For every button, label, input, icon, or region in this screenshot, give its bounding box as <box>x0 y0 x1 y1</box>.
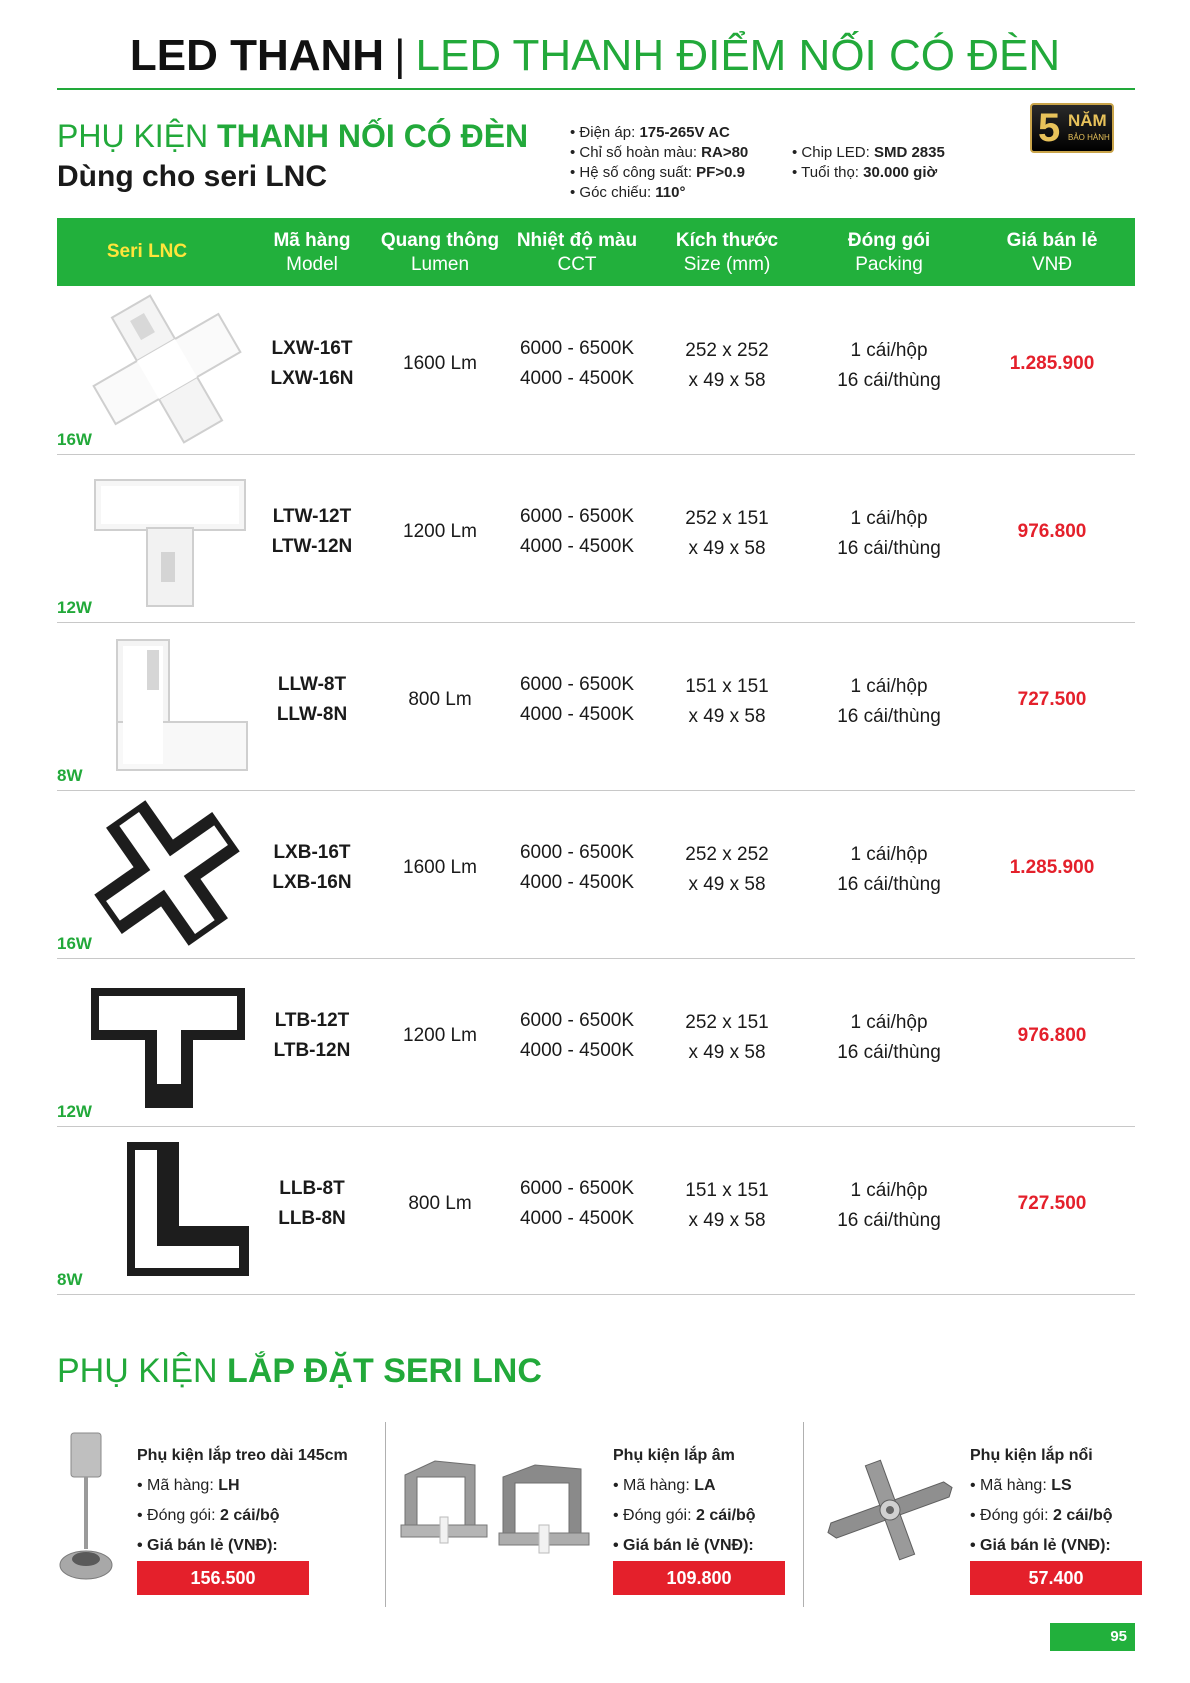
model-code: LLW-8N <box>276 704 348 725</box>
wattage-label: 12W <box>57 598 92 617</box>
accessory-name: Phụ kiện lắp treo dài 145cm <box>137 1447 348 1464</box>
table-row <box>57 622 1135 791</box>
price-cell: 727.500 <box>1017 1193 1087 1214</box>
accessory-price: 57.400 <box>970 1561 1142 1595</box>
size-value: 252 x 151 <box>685 1012 769 1033</box>
size-value: x 49 x 58 <box>688 706 766 727</box>
cct-value: 6000 - 6500K <box>519 1010 635 1031</box>
cct-value: 4000 - 4500K <box>519 536 635 557</box>
wattage-label: 12W <box>57 1102 92 1121</box>
header-cct <box>502 229 652 277</box>
product-image-x-black <box>77 798 257 948</box>
title-bold: LED THANH <box>129 31 385 80</box>
title-divider <box>57 88 1135 90</box>
spec-label: • Góc chiếu: <box>570 184 656 201</box>
warranty-years-number: 5 <box>1038 106 1061 150</box>
size-cell <box>657 336 797 396</box>
product-image-t-white <box>77 462 257 612</box>
section-heading-prefix: PHỤ KIỆN <box>57 118 209 154</box>
packing-cell <box>819 1008 959 1068</box>
model-cell <box>242 1174 382 1234</box>
spec-label: • Điện áp: <box>570 124 640 141</box>
product-image-l-white <box>77 630 257 780</box>
accessories-heading <box>57 1352 542 1391</box>
packing-value: 16 cái/thùng <box>837 1210 941 1231</box>
cct-value: 6000 - 6500K <box>519 674 635 695</box>
packing-value: 16 cái/thùng <box>837 538 941 559</box>
packing-value: 2 cái/bộ <box>219 1507 280 1524</box>
spec-label: • Tuổi thọ: <box>792 164 864 181</box>
section-subheading: Dùng cho seri LNC <box>57 160 328 193</box>
header-seri: Seri LNC <box>106 241 188 262</box>
header-line: Mã hàng <box>273 230 351 251</box>
spec-value: 175-265V AC <box>639 124 730 141</box>
cct-value: 4000 - 4500K <box>519 1040 635 1061</box>
header-price <box>982 229 1122 277</box>
cct-value: 4000 - 4500K <box>519 368 635 389</box>
price-cell: 727.500 <box>1017 689 1087 710</box>
accessory-packing <box>137 1501 348 1531</box>
cct-value: 4000 - 4500K <box>519 1208 635 1229</box>
packing-value: 1 cái/hộp <box>850 1180 928 1201</box>
accessory-name: Phụ kiện lắp âm <box>613 1447 735 1464</box>
packing-value: 1 cái/hộp <box>850 676 928 697</box>
header-packing <box>819 229 959 277</box>
cct-value: 4000 - 4500K <box>519 704 635 725</box>
header-line: Kích thước <box>675 230 779 251</box>
packing-cell <box>819 672 959 732</box>
spec-value: 110° <box>655 184 686 201</box>
model-code: LTB-12N <box>273 1040 351 1061</box>
price-cell: 976.800 <box>1017 521 1087 542</box>
cct-value: 6000 - 6500K <box>519 338 635 359</box>
packing-value: 16 cái/thùng <box>837 370 941 391</box>
code-label: • Mã hàng: <box>970 1477 1052 1494</box>
size-cell <box>657 1176 797 1236</box>
accessory-info <box>970 1441 1142 1595</box>
header-line: Model <box>286 254 338 275</box>
packing-label: • Đóng gói: <box>137 1507 220 1524</box>
accessories-heading-prefix: PHỤ KIỆN <box>57 1352 218 1390</box>
accessory-item <box>395 1425 780 1610</box>
header-line: Size (mm) <box>683 254 771 275</box>
packing-value: 2 cái/bộ <box>695 1507 756 1524</box>
header-model <box>242 229 382 277</box>
packing-label: • Đóng gói: <box>970 1507 1053 1524</box>
packing-value: 1 cái/hộp <box>850 844 928 865</box>
size-cell <box>657 672 797 732</box>
cct-cell <box>502 334 652 394</box>
section-heading <box>57 118 528 155</box>
page-number: 95 <box>1050 1623 1135 1651</box>
size-cell <box>657 504 797 564</box>
size-value: 252 x 151 <box>685 508 769 529</box>
packing-cell <box>819 840 959 900</box>
cct-value: 4000 - 4500K <box>519 872 635 893</box>
size-cell <box>657 1008 797 1068</box>
model-cell <box>242 838 382 898</box>
code-value: LA <box>694 1477 716 1494</box>
code-label: • Mã hàng: <box>137 1477 219 1494</box>
packing-label: • Đóng gói: <box>613 1507 696 1524</box>
packing-value: 2 cái/bộ <box>1052 1507 1113 1524</box>
packing-value: 1 cái/hộp <box>850 340 928 361</box>
spec-beam-angle <box>570 183 686 203</box>
packing-cell <box>819 1176 959 1236</box>
accessories-heading-bold: LẮP ĐẶT SERI LNC <box>227 1352 542 1390</box>
cct-cell <box>502 1174 652 1234</box>
packing-value: 16 cái/thùng <box>837 874 941 895</box>
cct-cell <box>502 670 652 730</box>
accessory-name: Phụ kiện lắp nổi <box>970 1447 1093 1464</box>
accessory-code <box>970 1471 1142 1501</box>
cct-value: 6000 - 6500K <box>519 842 635 863</box>
size-value: x 49 x 58 <box>688 370 766 391</box>
wattage-label: 16W <box>57 934 92 953</box>
lumen-cell: 1200 Lm <box>403 1025 477 1046</box>
model-code: LLW-8T <box>277 674 347 695</box>
accessory-price-label: • Giá bán lẻ (VNĐ): <box>970 1537 1111 1554</box>
model-cell <box>242 334 382 394</box>
spec-value: RA>80 <box>701 144 749 161</box>
accessory-price-label: • Giá bán lẻ (VNĐ): <box>137 1537 278 1554</box>
header-lumen <box>370 229 510 277</box>
model-code: LXW-16T <box>271 338 353 359</box>
cct-value: 6000 - 6500K <box>519 1178 635 1199</box>
surface-kit-image <box>815 1425 965 1585</box>
model-cell <box>242 502 382 562</box>
model-code: LLB-8T <box>279 1178 345 1199</box>
spec-chip <box>792 143 945 163</box>
spec-label: • Chip LED: <box>792 144 874 161</box>
model-code: LXB-16N <box>272 872 352 893</box>
size-value: x 49 x 58 <box>688 1042 766 1063</box>
cct-cell <box>502 502 652 562</box>
accessory-code <box>137 1471 348 1501</box>
cct-cell <box>502 1006 652 1066</box>
spec-value: SMD 2835 <box>873 144 945 161</box>
product-image-t-black <box>77 966 257 1116</box>
price-cell: 1.285.900 <box>1009 353 1095 374</box>
model-cell <box>242 1006 382 1066</box>
packing-value: 16 cái/thùng <box>837 1042 941 1063</box>
warranty-badge <box>1030 103 1114 153</box>
table-row <box>57 1126 1135 1295</box>
size-value: 252 x 252 <box>685 844 769 865</box>
spec-lifetime <box>792 163 937 183</box>
table-row <box>57 286 1135 455</box>
header-size <box>657 229 797 277</box>
wattage-label: 8W <box>57 1270 83 1289</box>
model-code: LLB-8N <box>278 1208 346 1229</box>
spec-voltage <box>570 123 730 143</box>
spec-cri <box>570 143 748 163</box>
header-line: Quang thông <box>380 230 500 251</box>
model-code: LTB-12T <box>274 1010 350 1031</box>
product-image-l-black <box>77 1134 257 1284</box>
header-line: CCT <box>557 254 597 275</box>
product-image-x-white <box>77 294 257 444</box>
column-divider <box>803 1422 804 1607</box>
packing-value: 1 cái/hộp <box>850 1012 928 1033</box>
code-value: LS <box>1051 1477 1072 1494</box>
spec-value: PF>0.9 <box>696 164 745 181</box>
price-cell: 976.800 <box>1017 1025 1087 1046</box>
column-divider <box>385 1422 386 1607</box>
accessory-packing <box>970 1501 1142 1531</box>
size-value: 252 x 252 <box>685 340 769 361</box>
table-row <box>57 454 1135 623</box>
price-cell: 1.285.900 <box>1009 857 1095 878</box>
spec-label: • Chỉ số hoàn màu: <box>570 144 702 161</box>
size-value: x 49 x 58 <box>688 538 766 559</box>
code-value: LH <box>218 1477 240 1494</box>
spec-value: 30.000 giờ <box>863 164 938 181</box>
size-value: x 49 x 58 <box>688 874 766 895</box>
wattage-label: 8W <box>57 766 83 785</box>
accessory-packing <box>613 1501 785 1531</box>
accessory-price: 156.500 <box>137 1561 309 1595</box>
hanging-kit-image <box>57 1425 127 1595</box>
recessed-kit-image <box>395 1425 595 1585</box>
model-code: LXB-16T <box>273 842 351 863</box>
header-line: Lumen <box>410 254 470 275</box>
table-header <box>57 218 1135 286</box>
wattage-label: 16W <box>57 430 92 449</box>
header-line: Nhiệt độ màu <box>516 230 638 251</box>
accessory-info <box>613 1441 785 1595</box>
table-row <box>57 790 1135 959</box>
table-row <box>57 958 1135 1127</box>
accessory-item <box>815 1425 1135 1610</box>
packing-value: 16 cái/thùng <box>837 706 941 727</box>
header-line: VNĐ <box>1031 254 1073 275</box>
section-heading-bold: THANH NỐI CÓ ĐÈN <box>217 118 529 154</box>
accessory-price: 109.800 <box>613 1561 785 1595</box>
header-line: Packing <box>855 254 923 275</box>
packing-value: 1 cái/hộp <box>850 508 928 529</box>
page-title <box>0 28 1190 84</box>
model-code: LXW-16N <box>270 368 354 389</box>
packing-cell <box>819 336 959 396</box>
model-cell <box>242 670 382 730</box>
cct-cell <box>502 838 652 898</box>
lumen-cell: 1200 Lm <box>403 521 477 542</box>
cct-value: 6000 - 6500K <box>519 506 635 527</box>
size-value: 151 x 151 <box>685 1180 769 1201</box>
lumen-cell: 800 Lm <box>408 689 472 710</box>
lumen-cell: 1600 Lm <box>403 857 477 878</box>
title-separator: | <box>394 31 406 80</box>
accessory-info <box>137 1441 348 1595</box>
code-label: • Mã hàng: <box>613 1477 695 1494</box>
model-code: LTW-12N <box>271 536 353 557</box>
spec-label: • Hệ số công suất: <box>570 164 697 181</box>
spec-power-factor <box>570 163 745 183</box>
accessory-price-label: • Giá bán lẻ (VNĐ): <box>613 1537 754 1554</box>
lumen-cell: 800 Lm <box>408 1193 472 1214</box>
accessory-code <box>613 1471 785 1501</box>
header-line: Đóng gói <box>847 230 931 251</box>
size-cell <box>657 840 797 900</box>
lumen-cell: 1600 Lm <box>403 353 477 374</box>
header-line: Giá bán lẻ <box>1006 230 1098 251</box>
title-subtitle: LED THANH ĐIỂM NỐI CÓ ĐÈN <box>415 31 1061 80</box>
model-code: LTW-12T <box>272 506 352 527</box>
size-value: x 49 x 58 <box>688 1210 766 1231</box>
packing-cell <box>819 504 959 564</box>
accessory-item <box>57 1425 377 1610</box>
size-value: 151 x 151 <box>685 676 769 697</box>
warranty-label: BẢO HÀNH <box>1068 133 1110 142</box>
warranty-years-label: NĂM <box>1068 111 1107 130</box>
